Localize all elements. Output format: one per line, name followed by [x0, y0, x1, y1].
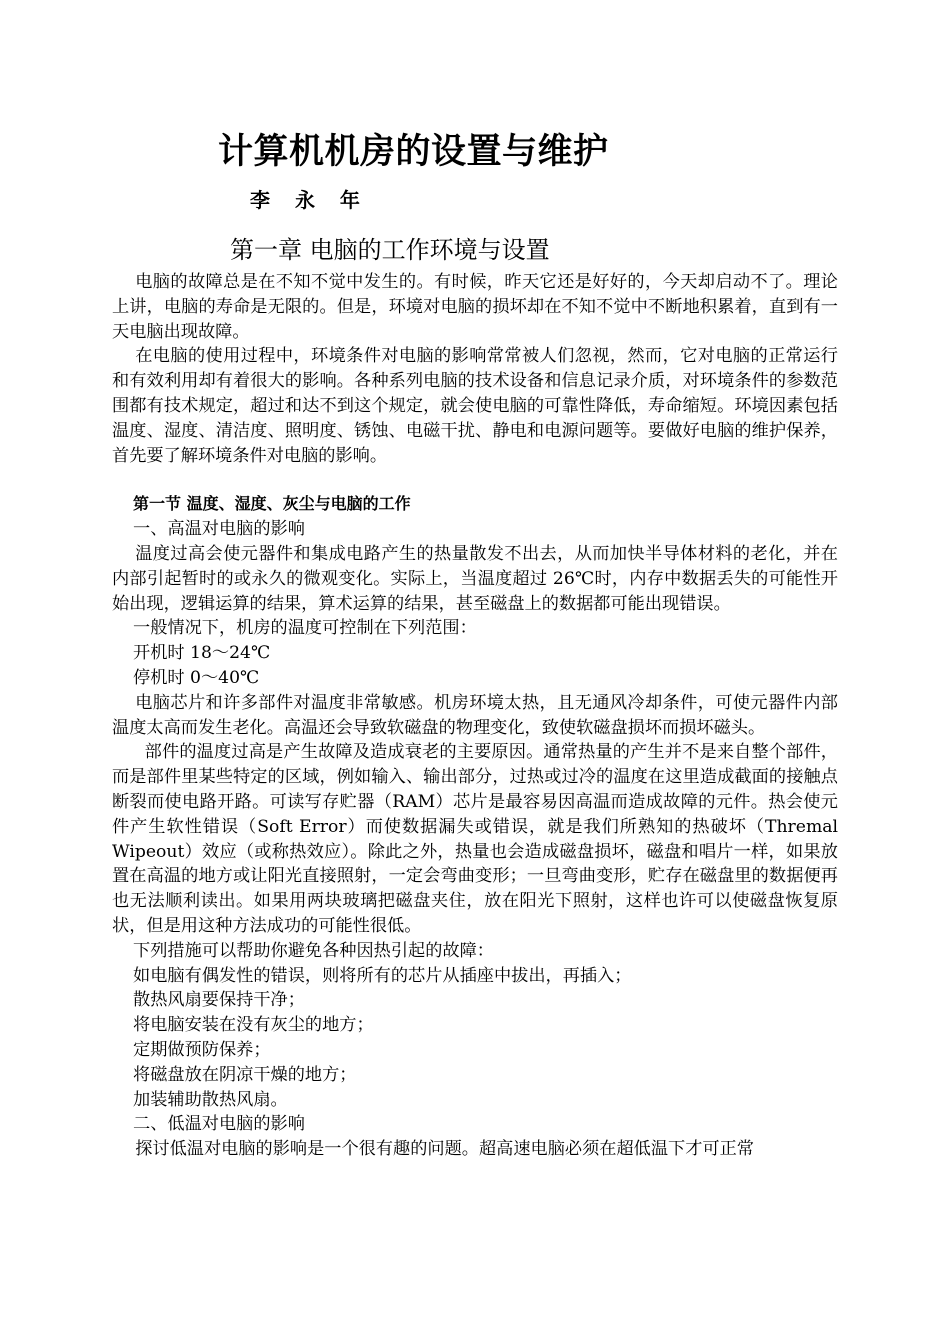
- measure-item: 将电脑安装在没有灰尘的地方；: [133, 1015, 374, 1036]
- paragraph: 探讨低温对电脑的影响是一个很有趣的问题。超高速电脑必须在超低温下才可正常: [135, 1139, 754, 1160]
- measure-item: 散热风扇要保持干净；: [133, 990, 305, 1011]
- paragraph: 温度过高会使元器件和集成电路产生的热量散发不出去，从而加快半导体材料的老化，并在内部引起暂时的或永久的微观变化。实际上，当温度超过 26℃时，内存中数据丢失的可能性开始出现，逻辑运算的结果，算术运算的结果，甚至磁盘上的数据都可能出现错误。: [112, 543, 838, 614]
- temperature-range-on: 开机时 18～24℃: [133, 643, 271, 664]
- measure-item: 加装辅助散热风扇。: [133, 1089, 288, 1110]
- paragraph: 电脑的故障总是在不知不觉中发生的。有时候，昨天它还是好好的，今天却启动不了。理论上讲，电脑的寿命是无限的。但是，环境对电脑的损坏却在不知不觉中不断地积累着，直到有一天电脑出现故障。: [112, 272, 838, 342]
- subsection-heading: 一、高温对电脑的影响: [133, 519, 305, 540]
- paragraph: 在电脑的使用过程中，环境条件对电脑的影响常常被人们忽视，然而，它对电脑的正常运行和有效利用却有着很大的影响。各种系列电脑的技术设备和信息记录介质，对环境条件的参数范围都有技术规定，超过和达不到这个规定，就会使电脑的可靠性降低，寿命缩短。环境因素包括温度、湿度、清洁度、照明度、锈蚀、电磁干扰、静电和电源问题等。要做好电脑的维护保养，首先要了解环境条件对电脑的影响。: [112, 346, 838, 466]
- document-title: 计算机机房的设置与维护: [218, 132, 609, 172]
- document-body: [112, 270, 838, 1162]
- chapter-heading: 第一章 电脑的工作环境与设置: [230, 236, 550, 264]
- paragraph: 一般情况下，机房的温度可控制在下列范围：: [133, 618, 477, 639]
- paragraph: 部件的温度过高是产生故障及造成衰老的主要原因。通常热量的产生并不是来自整个部件，而是部件里某些特定的区域，例如输入、输出部分，过热或过冷的温度在这里造成截面的接触点断裂而使电路开路。可读写存贮器（RAM）芯片是最容易因高温而造成故障的元件。热会使元件产生软性错误（Soft Error）而使数据漏失或错误，就是我们所熟知的热破坏（Thremal Wipeout）效应（或称热效应）。除此之外，热量也会造成磁盘损坏，磁盘和唱片一样，如果放置在高温的地方或让阳光直接照射，一定会弯曲变形；一旦弯曲变形，贮存在磁盘里的数据便再也无法顺利读出。如果用两块玻璃把磁盘夹住，放在阳光下照射，这样也许可以使磁盘恢复原状，但是用这种方法成功的可能性很低。: [112, 742, 838, 936]
- paragraph: 下列措施可以帮助你避免各种因热引起的故障：: [133, 940, 494, 961]
- subsection-heading: 二、低温对电脑的影响: [133, 1114, 305, 1135]
- paragraph: 电脑芯片和许多部件对温度非常敏感。机房环境太热，且无通风冷却条件，可使元器件内部温度太高而发生老化。高温还会导致软磁盘的物理变化，致使软磁盘损坏而损坏磁头。: [112, 692, 838, 738]
- measure-item: 如电脑有偶发性的错误，则将所有的芯片从插座中拔出，再插入；: [133, 965, 632, 986]
- temperature-range-off: 停机时 0～40℃: [133, 667, 260, 688]
- document-author: 李 永 年: [250, 188, 369, 212]
- section-heading: 第一节 温度、湿度、灰尘与电脑的工作: [133, 494, 411, 514]
- measure-item: 将磁盘放在阴凉干燥的地方；: [133, 1064, 357, 1085]
- measure-item: 定期做预防保养；: [133, 1039, 271, 1060]
